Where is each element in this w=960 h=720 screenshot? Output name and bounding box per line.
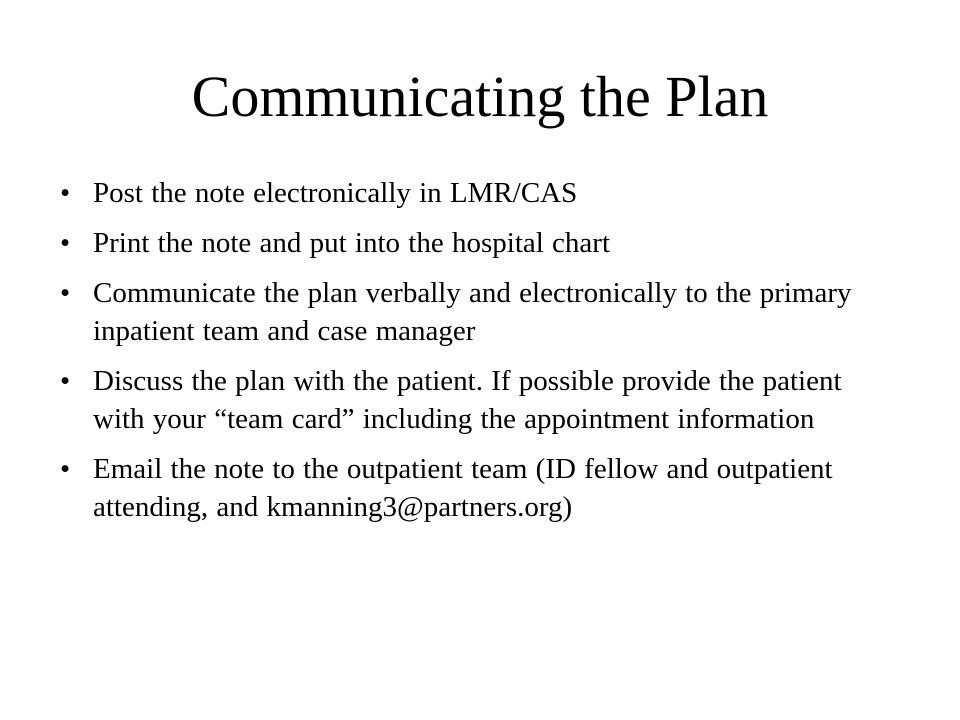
slide-title: Communicating the Plan — [191, 64, 769, 129]
bullet-dot-icon: • — [60, 453, 71, 485]
bullet-text: Discuss the plan with the patient. If possible provide the patient with your “team card” including the appointment information — [93, 365, 842, 435]
bullet-text: Post the note electronically in LMR/CAS — [93, 177, 578, 209]
bullet-text: Print the note and put into the hospital chart — [93, 227, 611, 259]
bullet-dot-icon: • — [60, 227, 71, 259]
bullet-item — [60, 274, 890, 350]
bullet-item — [60, 174, 890, 212]
bullet-dot-icon: • — [60, 177, 71, 209]
bullet-item — [60, 224, 890, 262]
bullet-list — [60, 174, 890, 538]
bullet-item — [60, 450, 890, 526]
bullet-dot-icon: • — [60, 277, 71, 309]
bullet-dot-icon: • — [60, 365, 71, 397]
bullet-item — [60, 362, 890, 438]
bullet-text: Email the note to the outpatient team (ID fellow and outpatient attending, and kmanning3@partners.org) — [93, 453, 833, 523]
bullet-text: Communicate the plan verbally and electronically to the primary inpatient team and case manager — [93, 277, 852, 347]
